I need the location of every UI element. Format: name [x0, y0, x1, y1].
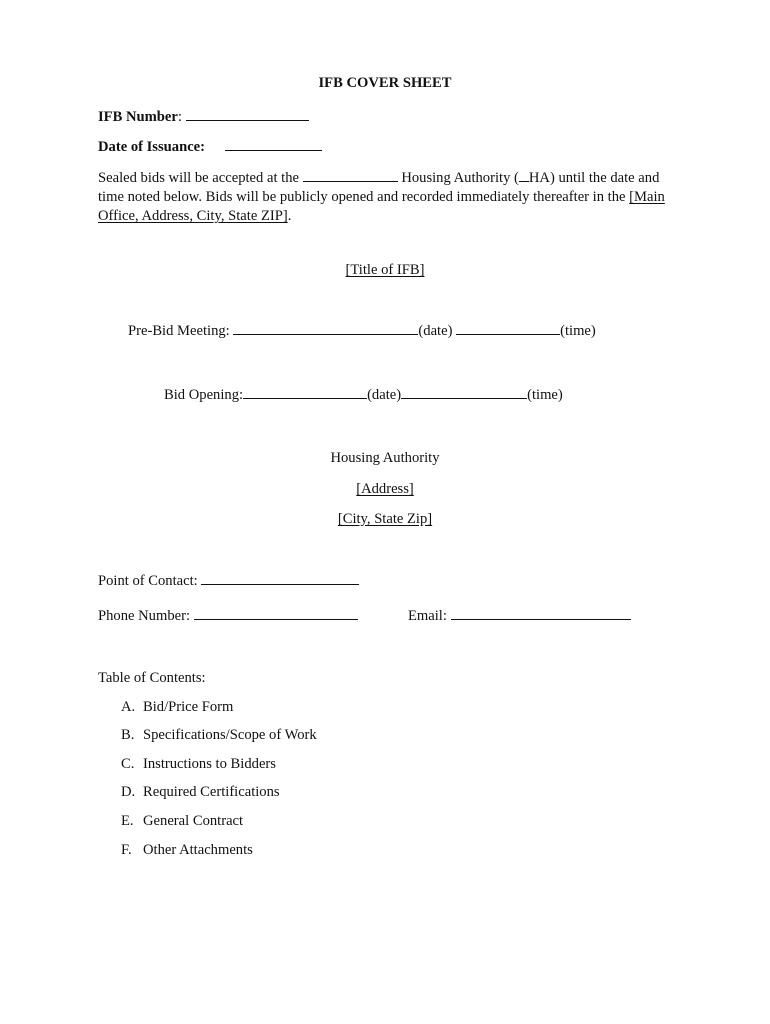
- ifb-title-placeholder: [Title of IFB]: [345, 262, 425, 278]
- bid-opening-date-blank[interactable]: [243, 386, 367, 399]
- toc-item-text: Specifications/Scope of Work: [143, 727, 317, 743]
- toc-item: [121, 812, 243, 830]
- intro-paragraph: [98, 169, 670, 226]
- point-of-contact-row: [98, 572, 359, 590]
- toc-item-text: Other Attachments: [143, 842, 253, 858]
- intro-text-3: HA) until the date and time noted below. Bids will be publicly opened and recorded immediately thereafter in the: [98, 170, 660, 205]
- toc-item-text: Bid/Price Form: [143, 699, 234, 715]
- point-of-contact-blank[interactable]: [201, 572, 359, 585]
- phone-number-blank[interactable]: [194, 607, 358, 620]
- date-of-issuance-row: [98, 138, 322, 156]
- bid-opening-label: Bid Opening:: [164, 387, 244, 403]
- housing-authority-blank[interactable]: [303, 169, 398, 182]
- location-placeholder: [Main Office, Address, City, State ZIP]: [98, 189, 665, 224]
- toc-item: [121, 755, 276, 773]
- authority-address: [Address]: [356, 481, 414, 497]
- bid-opening-time-label: (time): [527, 387, 563, 403]
- toc-item-letter: F.: [121, 842, 132, 858]
- pre-bid-date-label: (date): [418, 323, 453, 339]
- pre-bid-label: Pre-Bid Meeting:: [128, 323, 230, 339]
- authority-city-state-zip: [City, State Zip]: [337, 511, 433, 527]
- page-title: IFB COVER SHEET: [318, 75, 452, 91]
- bid-opening-time-blank[interactable]: [401, 386, 527, 399]
- toc-item-text: Instructions to Bidders: [143, 756, 276, 772]
- pre-bid-date-blank[interactable]: [233, 322, 418, 335]
- toc-item-letter: D.: [121, 784, 136, 800]
- ifb-number-label: IFB Number: [98, 109, 178, 125]
- ifb-number-colon: :: [177, 109, 182, 125]
- toc-item: [121, 841, 253, 859]
- email-row: [408, 607, 631, 625]
- intro-end: .: [287, 208, 292, 224]
- pre-bid-meeting-row: [128, 322, 596, 340]
- date-of-issuance-label: Date of Issuance:: [98, 139, 206, 155]
- email-blank[interactable]: [451, 607, 631, 620]
- toc-item-letter: A.: [121, 699, 136, 715]
- toc-heading: Table of Contents:: [98, 670, 206, 686]
- ifb-title-row: [0, 261, 770, 279]
- phone-number-row: [98, 607, 358, 625]
- toc-item-letter: E.: [121, 813, 134, 829]
- bid-opening-date-label: (date): [367, 387, 402, 403]
- ifb-number-row: [98, 108, 309, 126]
- toc-item-text: General Contract: [143, 813, 244, 829]
- intro-text-2: Housing Authority (: [401, 170, 519, 186]
- toc-item-letter: B.: [121, 727, 135, 743]
- bid-opening-row: [164, 386, 563, 404]
- ha-prefix-blank[interactable]: [519, 169, 529, 182]
- email-label: Email:: [408, 608, 447, 624]
- pre-bid-time-label: (time): [560, 323, 596, 339]
- date-of-issuance-blank[interactable]: [225, 138, 322, 151]
- point-of-contact-label: Point of Contact:: [98, 573, 198, 589]
- toc-item: [121, 783, 280, 801]
- intro-text-1: Sealed bids will be accepted at the: [98, 170, 299, 186]
- housing-authority-name: Housing Authority: [330, 450, 440, 466]
- ifb-number-blank[interactable]: [186, 108, 309, 121]
- toc-item-letter: C.: [121, 756, 135, 772]
- authority-address-row: [0, 480, 770, 498]
- pre-bid-time-blank[interactable]: [456, 322, 560, 335]
- authority-city-row: [0, 510, 770, 528]
- toc-item: [121, 698, 233, 716]
- toc-item-text: Required Certifications: [143, 784, 280, 800]
- phone-number-label: Phone Number:: [98, 608, 191, 624]
- toc-item: [121, 726, 317, 744]
